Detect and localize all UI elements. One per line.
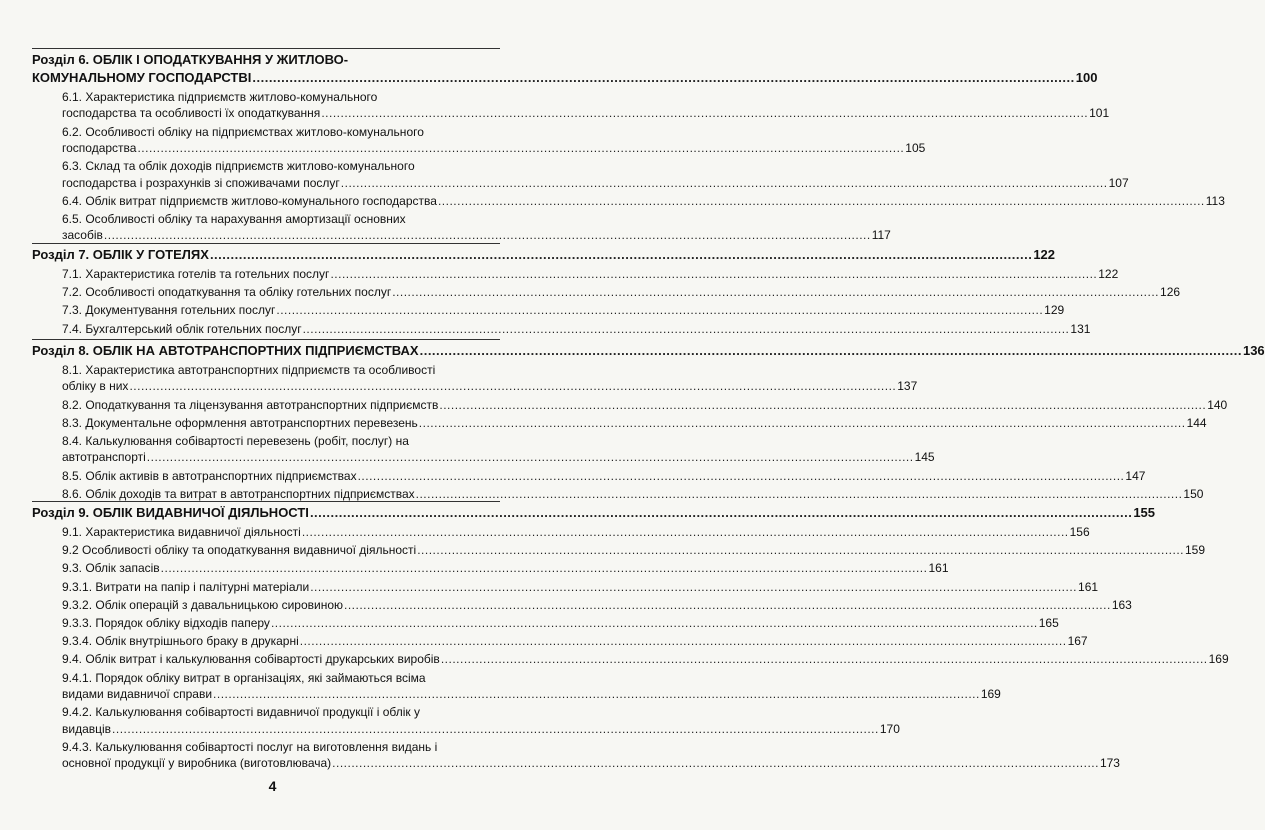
section-heading-line (32, 70, 1098, 85)
dot-leader: ........................................................................................................................................................................................................ (302, 321, 1070, 336)
dot-leader: ........................................................................................................................................................................................................ (392, 285, 1160, 300)
section-heading-line (32, 343, 1265, 358)
entry-text: 8.2. Оподаткування та ліцензування автотранспортних підприємств (62, 397, 439, 412)
entry-page-number: 105 (905, 141, 926, 155)
section-heading-line (32, 505, 1156, 520)
toc-entry-line (62, 321, 1091, 337)
toc-entry-line (62, 525, 1090, 540)
entry-text: 9.3.1. Витрати на папір і палітурні матеріали (62, 579, 310, 594)
entry-page-number: 113 (1205, 193, 1225, 208)
entry-page-number: 126 (1160, 285, 1181, 300)
entry-text: 6.2. Особливості обліку на підприємствах житлово-комунального (62, 124, 424, 139)
entry-text: 8.5. Облік активів в автотранспортних підприємствах (62, 468, 357, 483)
toc-entry-line (62, 721, 900, 737)
entry-text: 8.1. Характеристика автотранспортних підприємств та особливості (62, 363, 436, 377)
toc-entry-line (62, 597, 1132, 613)
entry-text: основної продукції у виробника (виготовлювача) (62, 756, 332, 771)
entry-page-number: 140 (1207, 397, 1228, 412)
entry-text: 9.4.3. Калькулювання собівартості послуг на виготовлення видань і (62, 739, 438, 754)
section-heading-line (32, 52, 500, 67)
dot-leader: ........................................................................................................................................................................................................ (209, 247, 1033, 262)
entry-page-number: 117 (871, 228, 891, 243)
entry-page-number: 101 (1089, 106, 1110, 121)
entry-text: 9.4.1. Порядок обліку витрат в організаціях, які займаються всіма (62, 670, 426, 685)
toc-entry-line (62, 193, 1225, 209)
dot-leader: ........................................................................................................................................................................................................ (160, 561, 928, 576)
dot-leader: ........................................................................................................................................................................................................ (146, 450, 914, 465)
entry-page-number: 155 (1133, 505, 1156, 520)
entry-text: 7.4. Бухгалтерський облік готельних послуг (62, 321, 302, 336)
toc-entry-line (62, 486, 1204, 502)
entry-text: 9.1. Характеристика видавничої діяльності (62, 525, 301, 539)
toc-entry-line (62, 397, 1228, 413)
toc-entry-line (62, 652, 1229, 667)
entry-text: 8.4. Калькулювання собівартості перевезень (робіт, послуг) на (62, 434, 409, 448)
toc-entry-line (62, 671, 500, 686)
toc-entry-line (62, 159, 500, 174)
dot-leader: ........................................................................................................................................................................................................ (437, 193, 1205, 208)
entry-text: 9.2 Особливості обліку та оподаткування видавничої діяльності (62, 543, 417, 558)
dot-leader: ........................................................................................................................................................................................................ (415, 486, 1183, 501)
entry-text: Розділ 8. ОБЛІК НА АВТОТРАНСПОРТНИХ ПІДПРИЄМСТВАХ (32, 343, 419, 358)
toc-entry-line (62, 228, 891, 243)
entry-text: Розділ 6. ОБЛІК І ОПОДАТКУВАННЯ У ЖИТЛОВО- (32, 52, 349, 67)
entry-text: 6.5. Особливості обліку та нарахування амортизації основних (62, 212, 406, 226)
toc-entry-line (62, 450, 935, 465)
section-divider (32, 501, 500, 502)
entry-text: 6.3. Склад та облік доходів підприємств житлово-комунального (62, 159, 415, 174)
dot-leader: ........................................................................................................................................................................................................ (301, 525, 1069, 539)
entry-text: 8.6. Облік доходів та витрат в автотранспортних підприємствах (62, 486, 415, 501)
dot-leader: ........................................................................................................................................................................................................ (419, 343, 1242, 358)
entry-page-number: 161 (1078, 579, 1099, 594)
entry-page-number: 145 (914, 450, 935, 465)
entry-text: КОМУНАЛЬНОМУ ГОСПОДАРСТВІ (32, 70, 252, 85)
toc-entry-line (62, 106, 1110, 121)
dot-leader: ........................................................................................................................................................................................................ (252, 70, 1075, 85)
entry-text: господарства (62, 141, 137, 155)
toc-entry-line (62, 285, 1181, 300)
toc-entry-line (62, 634, 1088, 649)
toc-entry-line (62, 125, 500, 140)
entry-page-number: 129 (1044, 303, 1065, 318)
toc-entry-line (62, 616, 1059, 631)
entry-page-number: 170 (879, 721, 900, 736)
entry-text: господарства та особливості їх оподаткування (62, 106, 321, 121)
entry-page-number: 136 (1242, 343, 1265, 358)
toc-entry-line (62, 363, 500, 378)
toc-entry-line (62, 175, 1129, 191)
entry-page-number: 169 (980, 687, 1001, 701)
entry-text: 9.4.2. Калькулювання собівартості видавничої продукції і облік у (62, 705, 420, 720)
toc-entry-line (62, 267, 1119, 282)
toc-entry-line (62, 90, 500, 105)
dot-leader: ........................................................................................................................................................................................................ (440, 652, 1208, 667)
entry-text: автотранспорті (62, 450, 146, 465)
toc-entry-line (62, 212, 500, 227)
section-divider (32, 243, 500, 244)
dot-leader: ........................................................................................................................................................................................................ (103, 228, 871, 243)
toc-entry-line (62, 468, 1146, 484)
dot-leader: ........................................................................................................................................................................................................ (309, 505, 1133, 520)
entry-page-number: 173 (1099, 756, 1120, 771)
dot-leader: ........................................................................................................................................................................................................ (332, 756, 1099, 771)
toc-entry-line (62, 415, 1207, 431)
entry-text: 7.3. Документування готельних послуг (62, 303, 276, 318)
entry-page-number: 165 (1038, 616, 1059, 630)
toc-entry-line (62, 303, 1065, 318)
entry-text: видами видавничої справи (62, 687, 213, 701)
dot-leader: ........................................................................................................................................................................................................ (270, 616, 1038, 630)
entry-page-number: 156 (1069, 525, 1090, 539)
page-number: 4 (268, 778, 277, 794)
section-heading-line (32, 247, 1056, 262)
entry-page-number: 159 (1184, 543, 1206, 558)
entry-page-number: 163 (1111, 597, 1132, 612)
toc-entry-line (62, 434, 500, 449)
entry-page-number: 131 (1070, 321, 1091, 336)
entry-text: засобів (62, 228, 103, 243)
entry-page-number: 100 (1075, 70, 1098, 85)
entry-page-number: 167 (1067, 634, 1088, 649)
dot-leader: ........................................................................................................................................................................................................ (321, 106, 1089, 121)
toc-entry-line (62, 561, 949, 576)
entry-page-number: 122 (1098, 267, 1119, 281)
entry-text: 9.3. Облік запасів (62, 561, 160, 576)
toc-entry-line (62, 141, 926, 156)
dot-leader: ........................................................................................................................................................................................................ (344, 597, 1111, 612)
toc-entry-line (62, 740, 500, 755)
entry-text: 6.4. Облік витрат підприємств житлово-комунального господарства (62, 193, 437, 208)
entry-text: видавців (62, 721, 112, 736)
dot-leader: ........................................................................................................................................................................................................ (299, 634, 1067, 649)
entry-page-number: 137 (897, 379, 918, 394)
entry-text: 7.1. Характеристика готелів та готельних послуг (62, 267, 330, 281)
entry-page-number: 169 (1208, 652, 1229, 667)
dot-leader: ........................................................................................................................................................................................................ (129, 379, 897, 394)
toc-entry-line (62, 756, 1120, 771)
entry-page-number: 144 (1186, 415, 1207, 430)
dot-leader: ........................................................................................................................................................................................................ (357, 468, 1125, 483)
entry-page-number: 150 (1183, 486, 1204, 501)
dot-leader: ........................................................................................................................................................................................................ (213, 687, 980, 701)
entry-text: 9.4. Облік витрат і калькулювання собівартості друкарських виробів (62, 652, 440, 667)
entry-text: 7.2. Особливості оподаткування та обліку готельних послуг (62, 285, 392, 300)
entry-text: 9.3.2. Облік операцій з давальницькою сировиною (62, 597, 344, 612)
dot-leader: ........................................................................................................................................................................................................ (439, 397, 1207, 412)
dot-leader: ........................................................................................................................................................................................................ (418, 415, 1186, 430)
dot-leader: ........................................................................................................................................................................................................ (137, 141, 905, 155)
entry-text: Розділ 7. ОБЛІК У ГОТЕЛЯХ (32, 247, 209, 262)
toc-entry-line (62, 543, 1206, 558)
entry-text: 6.1. Характеристика підприємств житлово-комунального (62, 90, 378, 104)
dot-leader: ........................................................................................................................................................................................................ (330, 267, 1098, 281)
entry-text: обліку в них (62, 379, 129, 394)
dot-leader: ........................................................................................................................................................................................................ (310, 579, 1078, 594)
entry-text: 8.3. Документальне оформлення автотранспортних перевезень (62, 415, 418, 430)
dot-leader: ........................................................................................................................................................................................................ (112, 721, 879, 736)
toc-entry-line (62, 687, 1001, 702)
entry-text: 9.3.4. Облік внутрішнього браку в друкарні (62, 634, 299, 649)
entry-text: Розділ 9. ОБЛІК ВИДАВНИЧОЇ ДІЯЛЬНОСТІ (32, 505, 309, 520)
toc-entry-line (62, 379, 918, 394)
entry-page-number: 107 (1108, 175, 1129, 190)
entry-text: 9.3.3. Порядок обліку відходів паперу (62, 616, 270, 630)
entry-page-number: 147 (1125, 468, 1146, 483)
toc-entry-line (62, 579, 1099, 595)
dot-leader: ........................................................................................................................................................................................................ (340, 175, 1108, 190)
entry-text: господарства і розрахунків зі споживачами послуг (62, 175, 340, 190)
dot-leader: ........................................................................................................................................................................................................ (417, 543, 1184, 558)
toc-entry-line (62, 705, 500, 720)
dot-leader: ........................................................................................................................................................................................................ (276, 303, 1044, 318)
section-divider (32, 48, 500, 49)
section-divider (32, 339, 500, 340)
entry-page-number: 161 (928, 561, 949, 576)
entry-page-number: 122 (1033, 247, 1056, 262)
